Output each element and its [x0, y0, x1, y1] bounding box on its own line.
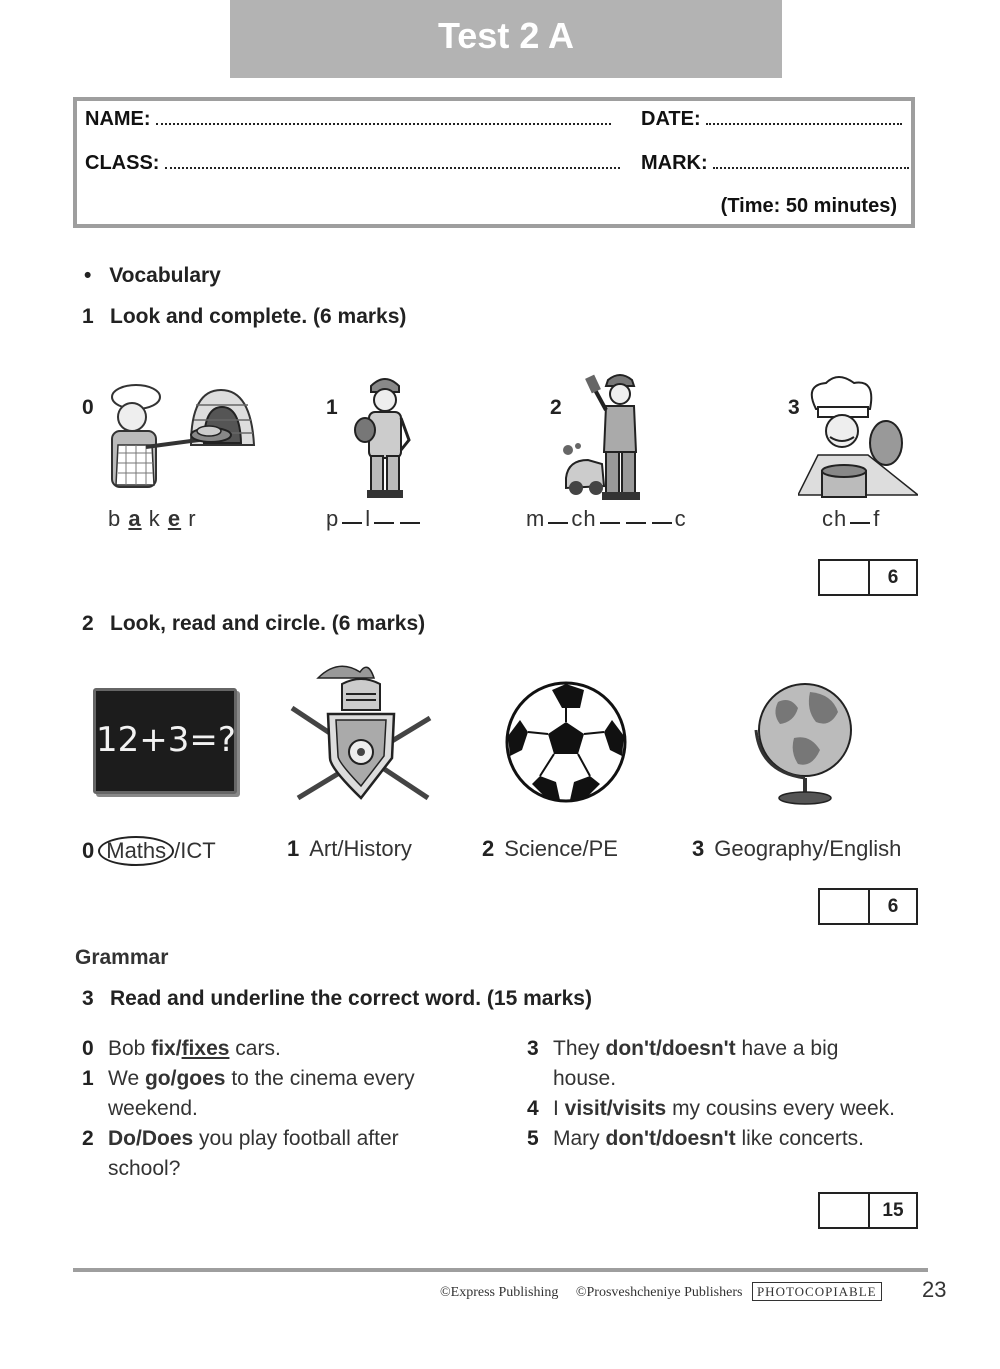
answer-blank[interactable] [374, 520, 394, 524]
score-total: 6 [887, 567, 899, 588]
ex3-item-1-continuation: weekend. [108, 1097, 198, 1120]
name-row [85, 107, 611, 131]
copyright-express: ©Express Publishing [440, 1285, 559, 1300]
date-label: DATE: [641, 108, 701, 130]
ex3-item-5: 5 Mary don't/doesn't like concerts. [527, 1127, 865, 1150]
underlined-answer: fixes [181, 1037, 230, 1060]
answer-blank[interactable] [400, 520, 420, 524]
ex2-option-1[interactable]: 1 Art/History [287, 836, 412, 861]
ex1-item-number: 0 [82, 396, 94, 419]
ex3-item-3: 3 They don't/doesn't have a big [527, 1037, 839, 1060]
word-choice[interactable]: don't/doesn't [605, 1127, 736, 1150]
ex3-item-1: 1 We go/goes to the cinema every [82, 1067, 415, 1090]
class-field[interactable] [165, 151, 620, 169]
answer-blank[interactable] [626, 520, 646, 524]
ex1-word-baker: b a k e r [108, 506, 197, 531]
title-banner [230, 0, 782, 78]
exercise-2-score-box [818, 888, 918, 925]
answer-blank[interactable] [850, 520, 870, 524]
exercise-3-heading: 3 Read and underline the correct word. (15 marks) [82, 987, 592, 1010]
chef-image [798, 375, 918, 503]
answer-blank[interactable] [548, 520, 568, 524]
date-field[interactable] [706, 107, 902, 125]
ex3-right-column [527, 1034, 927, 1154]
score-input[interactable] [820, 1194, 870, 1227]
bullet-icon: • [84, 264, 92, 287]
student-info-box [73, 97, 915, 228]
page-number: 23 [922, 1277, 947, 1302]
score-input[interactable] [820, 561, 870, 594]
ex2-option-0: 0 Maths /ICT [82, 836, 216, 866]
baker-image [96, 375, 261, 500]
ex3-item-2: 2 Do/Does you play football after [82, 1127, 399, 1150]
score-total: 15 [882, 1200, 904, 1221]
exercise-1-score-box [818, 559, 918, 596]
mechanic-image [558, 368, 668, 503]
vocabulary-heading: • Vocabulary [84, 264, 221, 287]
ex3-item-4: 4 I visit/visits my cousins every week. [527, 1097, 895, 1120]
circled-answer: Maths [98, 836, 174, 866]
name-label: NAME: [85, 108, 151, 130]
ex3-item-2-continuation: school? [108, 1157, 181, 1180]
word-choice[interactable]: go/goes [144, 1067, 226, 1090]
ex1-word-mechanic: m ch c [526, 506, 687, 531]
page-title: Test 2 A [437, 15, 575, 56]
score-input[interactable] [820, 890, 870, 923]
ex1-word-chef: ch f [822, 506, 881, 531]
date-row [641, 107, 902, 131]
mark-field[interactable] [713, 151, 909, 169]
ex2-option-2[interactable]: 2 Science/PE [482, 836, 618, 861]
knight-shield-image [288, 658, 434, 808]
class-label: CLASS: [85, 152, 160, 174]
copyright-prosveshcheniye: ©Prosveshcheniye Publishers [575, 1285, 743, 1300]
exercise-1-heading: 1 Look and complete. (6 marks) [82, 305, 407, 328]
ex3-left-column [82, 1034, 482, 1184]
name-field[interactable] [156, 107, 611, 125]
answer-blank[interactable] [600, 520, 620, 524]
answer-blank[interactable] [342, 520, 362, 524]
football-image [504, 680, 628, 804]
ex3-item-0: 0 Bob fix/fixes cars. [82, 1037, 281, 1060]
word-choice[interactable]: visit/visits [564, 1097, 667, 1120]
ex3-item-3-continuation: house. [553, 1067, 617, 1090]
photocopiable-label: PHOTOCOPIABLE [752, 1282, 882, 1301]
mark-label: MARK: [641, 152, 708, 174]
grammar-heading: Grammar [75, 946, 169, 969]
footer-divider [73, 1268, 928, 1272]
ex1-item-number: 3 [788, 396, 800, 419]
score-total: 6 [887, 896, 899, 917]
exercise-3-score-box [818, 1192, 918, 1229]
answer-blank[interactable] [652, 520, 672, 524]
blackboard-image [93, 688, 237, 794]
pilot-image [345, 370, 425, 502]
ex1-word-pilot: p l [326, 506, 423, 532]
ex1-item-number: 2 [550, 396, 562, 419]
word-choice[interactable]: don't/doesn't [605, 1037, 736, 1060]
footer-credits [440, 1284, 882, 1301]
ex1-item-number: 1 [326, 396, 338, 419]
exercise-2-heading: 2 Look, read and circle. (6 marks) [82, 612, 426, 635]
word-choice[interactable]: Do/Does [108, 1127, 194, 1150]
class-row [85, 151, 620, 175]
blackboard-text: 12+3=? [96, 720, 236, 760]
time-note: (Time: 50 minutes) [720, 195, 897, 217]
ex2-option-3[interactable]: 3 Geography/English [692, 836, 902, 861]
mark-row [641, 151, 909, 175]
globe-image [750, 672, 860, 808]
